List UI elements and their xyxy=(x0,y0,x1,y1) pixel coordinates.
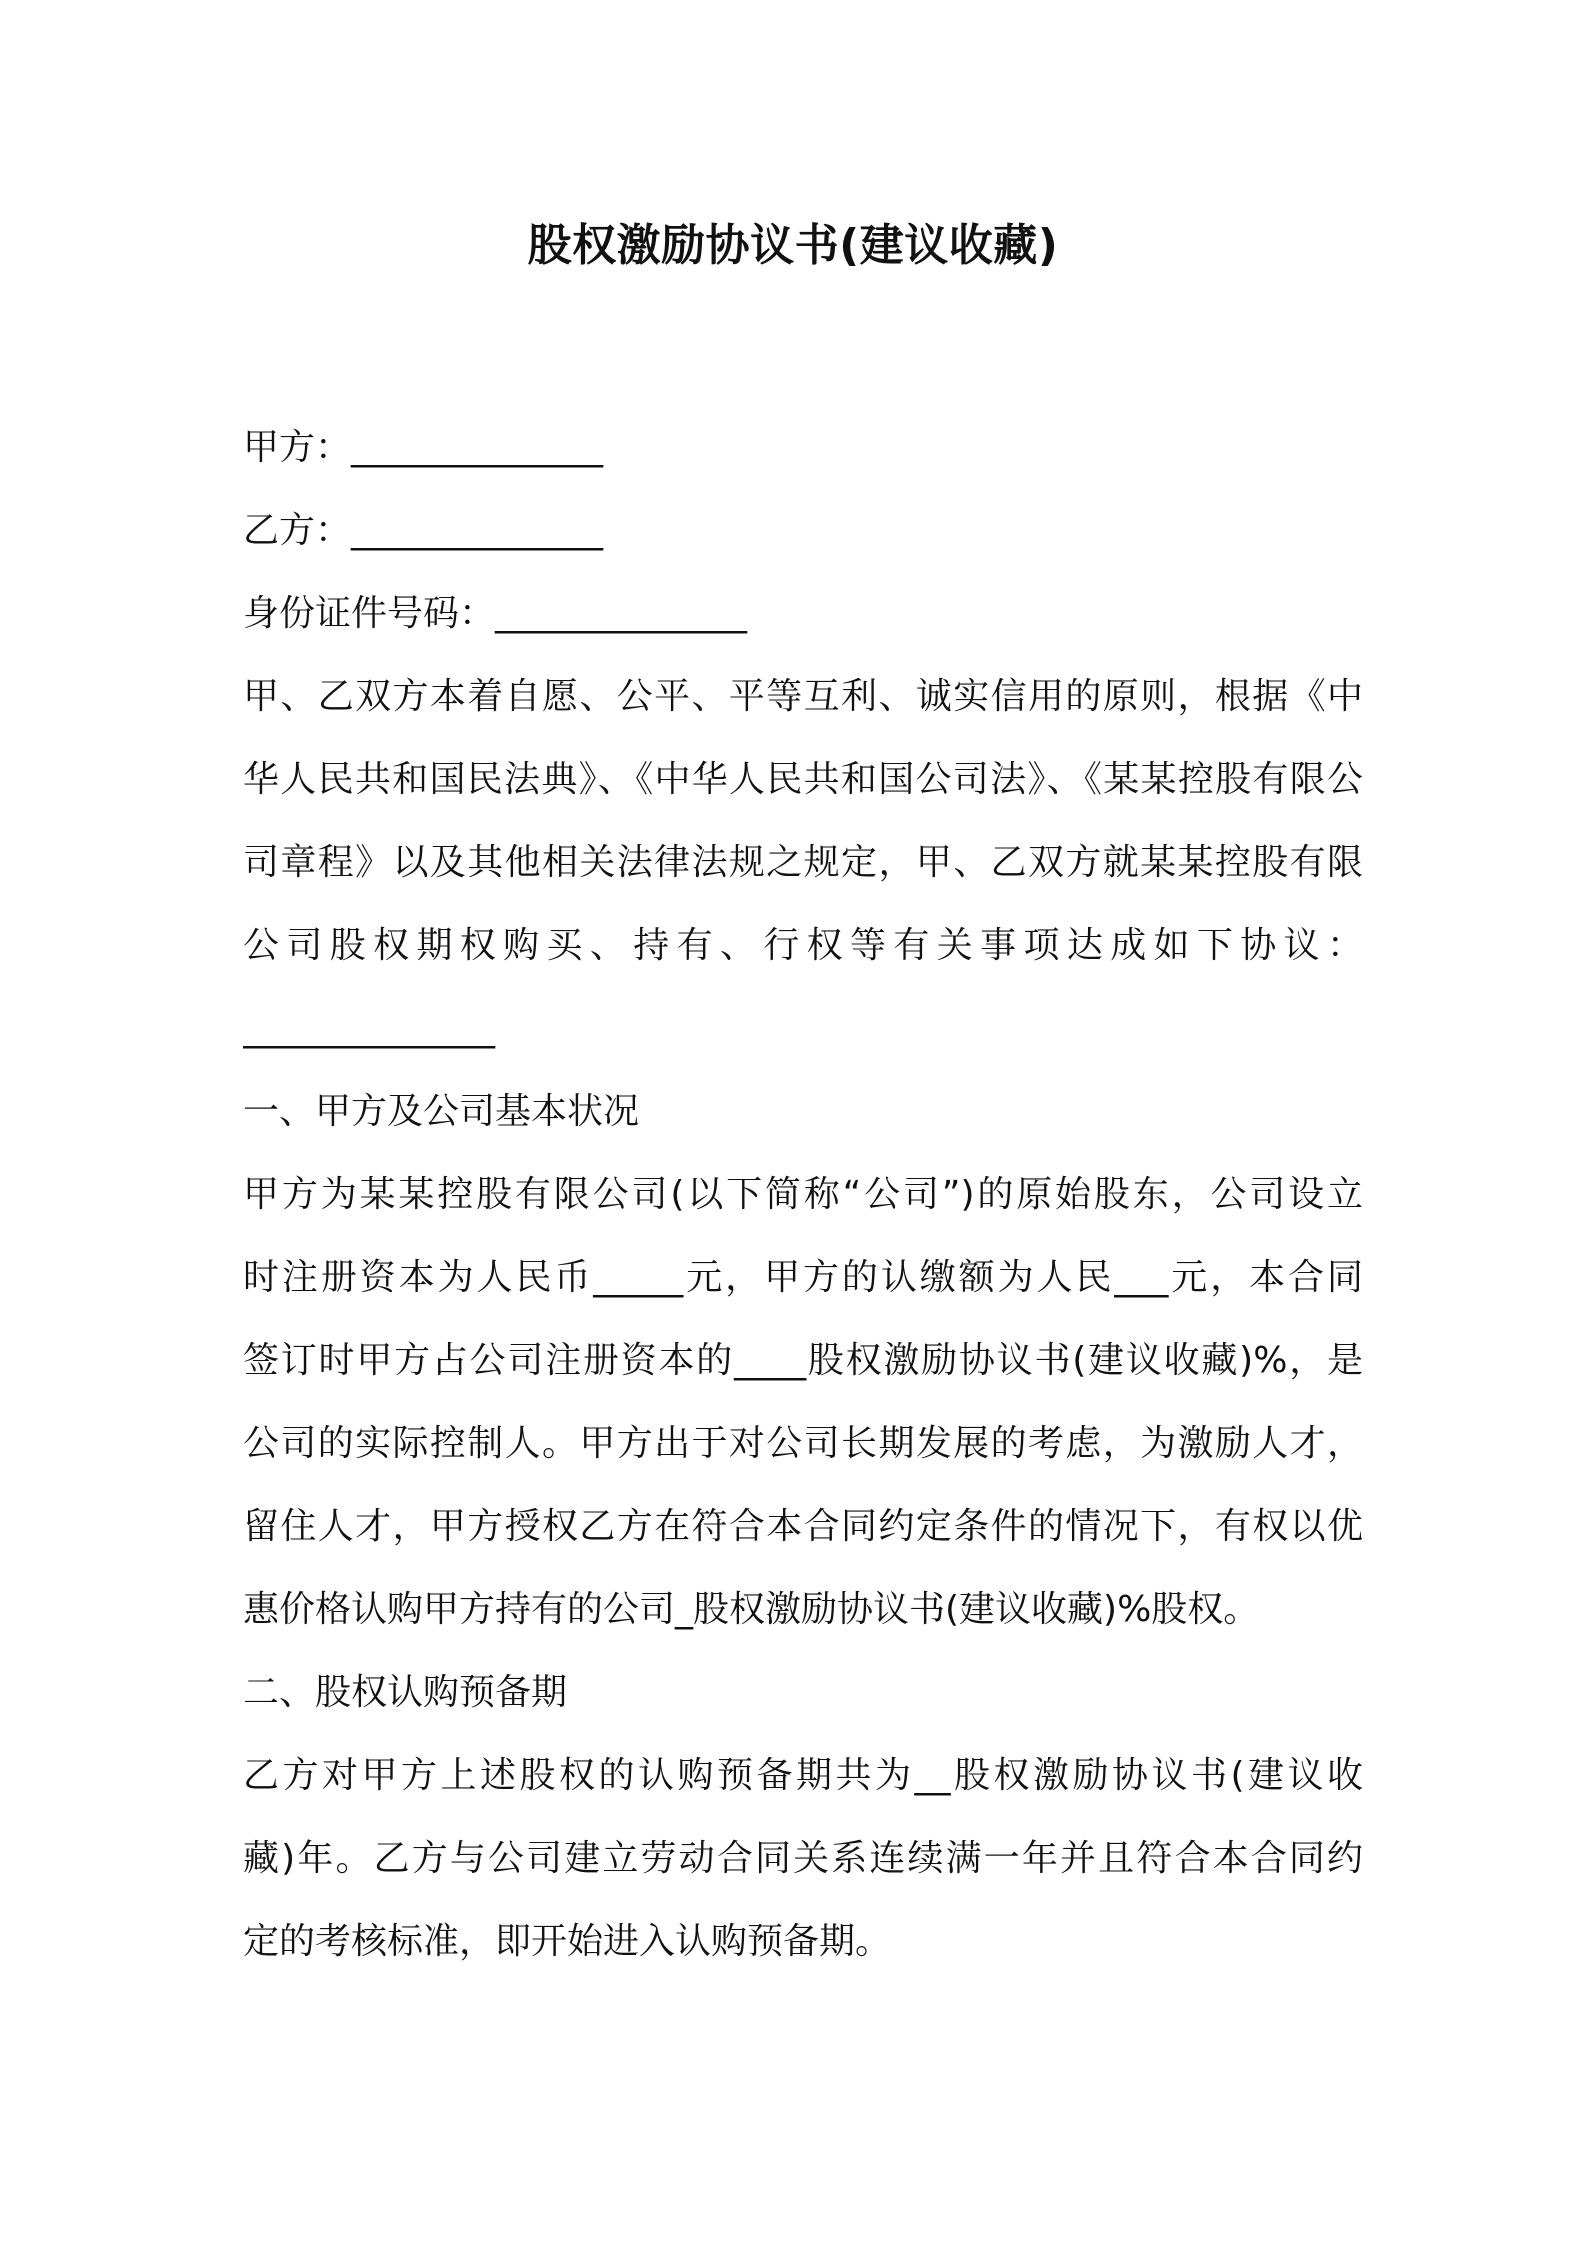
section-1-line-3: 签订时甲方占公司注册资本的____股权激励协议书(建议收藏)%，是 xyxy=(243,1340,1363,1381)
intro-line-4: 公司股权期权购买、持有、行权等有关事项达成如下协议： xyxy=(243,925,1363,966)
intro-line-2: 华人民共和国民法典》、《中华人民共和国公司法》、《某某控股有限公 xyxy=(243,759,1363,800)
party-a-line: 甲方：______________ xyxy=(243,427,604,468)
section-1-line-4: 公司的实际控制人。甲方出于对公司长期发展的考虑，为激励人才， xyxy=(243,1423,1363,1464)
intro-line-1: 甲、乙双方本着自愿、公平、平等互利、诚实信用的原则，根据《中 xyxy=(243,676,1363,717)
section-1-line-6: 惠价格认购甲方持有的公司_股权激励协议书(建议收藏)%股权。 xyxy=(243,1589,1260,1630)
section-2-line-2: 藏)年。乙方与公司建立劳动合同关系连续满一年并且符合本合同约 xyxy=(243,1838,1363,1879)
document-title: 股权激励协议书(建议收藏) xyxy=(527,220,1059,271)
section-2-line-3: 定的考核标准，即开始进入认购预备期。 xyxy=(243,1921,892,1962)
party-b-line: 乙方：______________ xyxy=(243,510,604,551)
section-1-line-1: 甲方为某某控股有限公司(以下简称“公司”)的原始股东，公司设立 xyxy=(243,1174,1363,1215)
section-1-heading: 一、甲方及公司基本状况 xyxy=(243,1091,640,1132)
section-2-heading: 二、股权认购预备期 xyxy=(243,1672,568,1713)
document-body xyxy=(243,406,1363,1983)
id-number-line: 身份证件号码：______________ xyxy=(243,593,748,634)
intro-line-3: 司章程》以及其他相关法律法规之规定，甲、乙双方就某某控股有限 xyxy=(243,842,1363,883)
section-2-line-1: 乙方对甲方上述股权的认购预备期共为__股权激励协议书(建议收 xyxy=(243,1755,1363,1796)
intro-blank-line: ______________ xyxy=(243,1008,495,1049)
section-1-line-2: 时注册资本为人民币_____元，甲方的认缴额为人民___元，本合同 xyxy=(243,1257,1363,1298)
section-1-line-5: 留住人才，甲方授权乙方在符合本合同约定条件的情况下，有权以优 xyxy=(243,1506,1363,1547)
